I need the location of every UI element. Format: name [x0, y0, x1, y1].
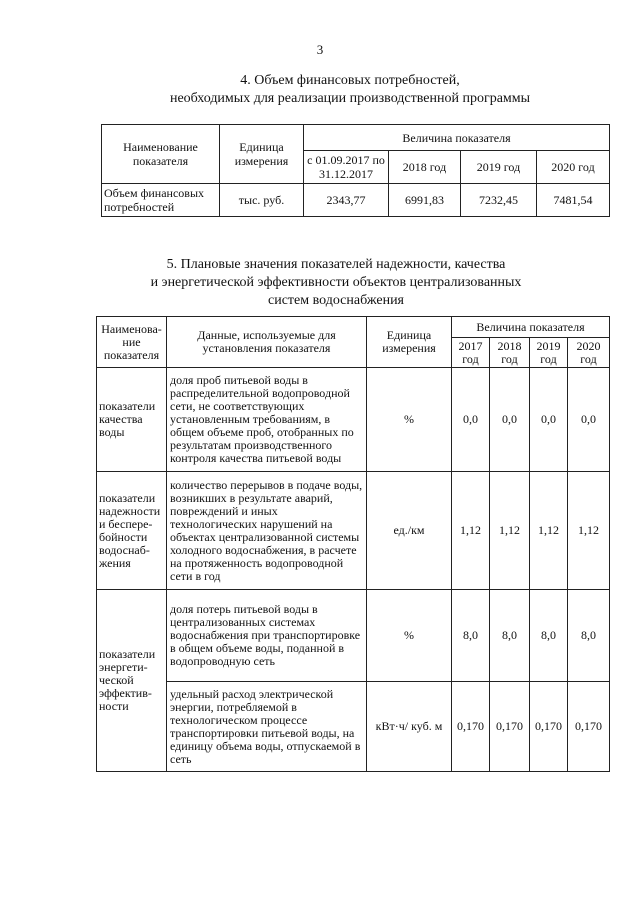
row-value: 1,12 [530, 472, 568, 590]
row-data: доля проб питьевой воды в распределительной водопроводной сети, не соответствующих установленным требованиям, в общем объеме проб, отобранных по результатам производственного контроля качества питьевой воды [167, 368, 367, 472]
section5-title-line2: и энергетической эффективности объектов централизованных [150, 275, 522, 290]
year-header: 2020 год [568, 338, 610, 368]
header-name: Наименование показателя [102, 125, 220, 184]
year-header: 2017 год [452, 338, 490, 368]
period-header: 2019 год [461, 151, 537, 184]
period-header: с 01.09.2017 по 31.12.2017 [304, 151, 389, 184]
row-value: 8,0 [452, 590, 490, 682]
row-value: 0,0 [452, 368, 490, 472]
header-value: Величина показателя [452, 317, 610, 338]
year-header: 2018 год [490, 338, 530, 368]
row-unit: кВт·ч/ куб. м [367, 682, 452, 772]
row-data: удельный расход электрической энергии, потребляемой в технологическом процессе транспортировки питьевой воды, на единицу объема воды, отпускаемой в сеть [167, 682, 367, 772]
header-name: Наименова-ние показателя [97, 317, 167, 368]
row-unit: тыс. руб. [220, 184, 304, 217]
row-value: 0,170 [452, 682, 490, 772]
period-header: 2018 год [389, 151, 461, 184]
row-value: 0,170 [568, 682, 610, 772]
header-unit: Единица измерения [367, 317, 452, 368]
indicators-table [96, 316, 610, 772]
financial-needs-table [101, 124, 610, 217]
table-row [97, 472, 610, 590]
section5-heading [16, 256, 640, 310]
row-value: 1,12 [452, 472, 490, 590]
row-value: 0,170 [530, 682, 568, 772]
row-value: 8,0 [568, 590, 610, 682]
row-value: 6991,83 [389, 184, 461, 217]
row-unit: % [367, 590, 452, 682]
group-name: показатели качества воды [97, 368, 167, 472]
row-value: 7232,45 [461, 184, 537, 217]
table-row [97, 368, 610, 472]
section5-title-line1: 5. Плановые значения показателей надежности, качества [166, 257, 506, 272]
group-name: показатели энергети-ческой эффектив-ности [97, 590, 167, 772]
section5-title-line3: систем водоснабжения [267, 293, 404, 308]
row-value: 0,0 [490, 368, 530, 472]
row-value: 0,0 [568, 368, 610, 472]
header-data: Данные, используемые для установления показателя [167, 317, 367, 368]
row-value: 0,170 [490, 682, 530, 772]
period-header: 2020 год [537, 151, 610, 184]
page-number: 3 [316, 42, 324, 57]
section4-title-line2: необходимых для реализации производственной программы [169, 91, 531, 106]
section4-heading [30, 72, 640, 108]
group-name: показатели надежности и беспере-бойности водоснаб-жения [97, 472, 167, 590]
row-unit: % [367, 368, 452, 472]
row-value: 8,0 [490, 590, 530, 682]
row-data: количество перерывов в подаче воды, возникших в результате аварий, повреждений и иных технологических нарушений на объектах централизованной системы холодного водоснабжения, в расчете на протяженность водопроводной сети в год [167, 472, 367, 590]
table-row [97, 590, 610, 682]
row-value: 7481,54 [537, 184, 610, 217]
row-value: 8,0 [530, 590, 568, 682]
table-row [102, 184, 610, 217]
header-unit: Единица измерения [220, 125, 304, 184]
row-value: 1,12 [490, 472, 530, 590]
table-row [97, 682, 610, 772]
row-unit: ед./км [367, 472, 452, 590]
row-value: 0,0 [530, 368, 568, 472]
row-value: 1,12 [568, 472, 610, 590]
row-value: 2343,77 [304, 184, 389, 217]
header-value: Величина показателя [304, 125, 610, 151]
section4-title-line1: 4. Объем финансовых потребностей, [240, 73, 460, 88]
row-name: Объем финансовых потребностей [102, 184, 220, 217]
row-data: доля потерь питьевой воды в централизованных системах водоснабжения при транспортировке в общем объеме воды, поданной в водопроводную сеть [167, 590, 367, 682]
year-header: 2019 год [530, 338, 568, 368]
